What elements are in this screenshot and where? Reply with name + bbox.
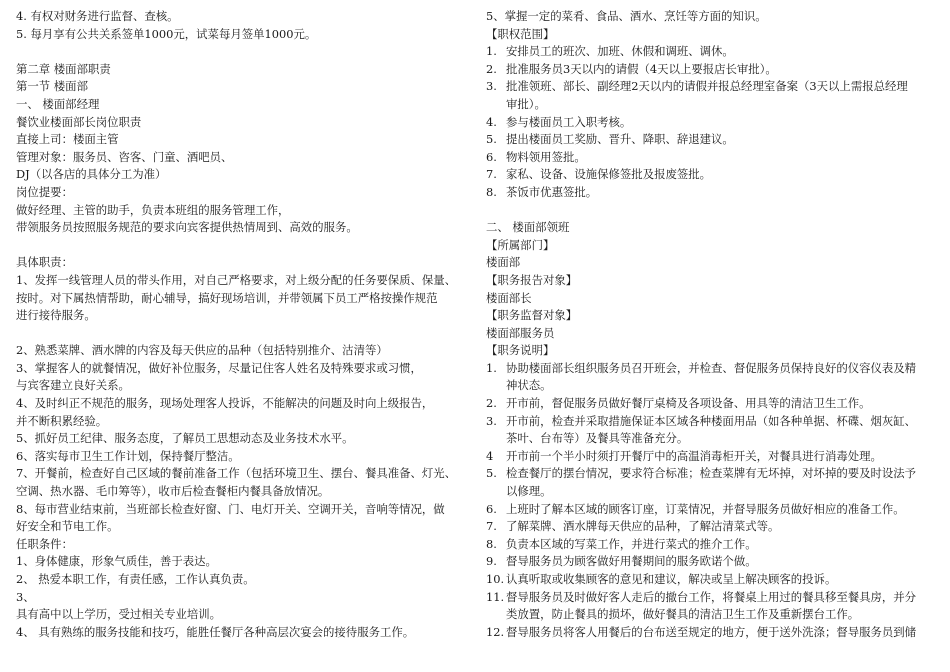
desc-heading: 【职务说明】 (486, 343, 555, 358)
spacer (16, 325, 468, 343)
item-text: 神状态。 (506, 378, 552, 393)
list-item (486, 571, 938, 589)
list-item (486, 413, 938, 448)
text-line: 7、开餐前，检查好自己区域的餐前准备工作（包括环境卫生、摆台、餐具准备、灯光、 (16, 466, 457, 481)
spacer (486, 202, 938, 220)
list-item (486, 589, 938, 624)
item-text: 参与楼面员工入职考核。 (506, 114, 632, 129)
scope-list (486, 43, 938, 201)
list-item (486, 166, 938, 184)
text-line: 并不断积累经验。 (16, 413, 108, 428)
text-line: 任职条件： (16, 536, 73, 551)
item-text: 物料领用签批。 (506, 149, 586, 164)
item-text: 以修理。 (506, 484, 552, 499)
item-number: 8. (486, 184, 497, 199)
text-line: 2、 热爱本职工作，有责任感，工作认真负责。 (16, 572, 255, 586)
item-text: 检查餐厅的摆台情况，要求符合标准；检查菜牌有无坏掉，对坏掉的要及时设法予 (506, 466, 917, 481)
text-line: 按时。对下属热情帮助，耐心辅导，搞好现场培训，并带领属下员工严格按操作规范 (16, 290, 438, 305)
item-number: 10. (486, 572, 505, 586)
text-line: 带领服务员按照服务规范的要求向宾客提供热情周到、高效的服务。 (16, 220, 358, 235)
item-number: 6. (486, 149, 497, 164)
item-number: 2. (486, 396, 497, 411)
item-number: 7. (486, 519, 497, 534)
item-number: 12. (486, 624, 505, 639)
item-text: 家私、设备、设施保修签批及报废签批。 (506, 167, 712, 182)
text-line: 一、 楼面部经理 (16, 96, 100, 111)
list-item (486, 78, 938, 113)
item-text: 茶叶、台布等）及餐具等准备充分。 (506, 431, 689, 446)
list-item (486, 395, 938, 413)
spacer (16, 237, 468, 255)
desc-list (486, 360, 938, 642)
list-item (486, 149, 938, 167)
text-line: 3、 (16, 589, 35, 604)
text-line: 1、身体健康，形象气质佳，善于表达。 (16, 554, 217, 569)
item-text: 督导服务员为顾客做好用餐期间的服务欧诺个做。 (506, 554, 757, 569)
list-item (486, 448, 938, 466)
report-value: 楼面部长 (486, 290, 532, 305)
text-line: 5、抓好员工纪律、服务态度，了解员工思想动态及业务技术水平。 (16, 431, 354, 446)
text-line: 直接上司：楼面主管 (16, 132, 119, 147)
dept-heading: 【所属部门】 (486, 237, 555, 252)
text-line: 管理对象：服务员、咨客、门童、酒吧员、 (16, 149, 233, 164)
left-column (16, 8, 468, 641)
text-line: 好安全和节电工作。 (16, 519, 119, 534)
item-number: 11. (486, 589, 505, 604)
text-line: 8、每市营业结束前，当班部长检查好窗、门、电灯开关、空调开关，音响等情况，做 (16, 501, 445, 516)
spacer (16, 43, 468, 61)
item-text: 了解菜牌、酒水牌每天供应的品种，了解沽清菜式等。 (506, 519, 780, 534)
item-number: 4 (486, 448, 494, 463)
list-item (486, 536, 938, 554)
item-text: 茶饭市优惠签批。 (506, 184, 598, 199)
item-number: 1. (486, 44, 497, 59)
item-text: 开市前一个半小时须打开餐厅中的高温消毒柜开关，对餐具进行消毒处理。 (506, 448, 882, 463)
item-number: 3. (486, 79, 497, 94)
intro-item: 5、掌握一定的菜肴、食品、酒水、烹饪等方面的知识。 (486, 9, 767, 23)
list-item (486, 61, 938, 79)
list-item (486, 184, 938, 202)
item-text: 审批）。 (506, 96, 546, 111)
right-column (486, 8, 938, 641)
list-item (486, 114, 938, 132)
item-text: 督导服务员将客人用餐后的台布送至规定的地方，便于送外洗涤；督导服务员到储 (506, 624, 917, 639)
item-number: 9. (486, 554, 497, 569)
text-line: 具有高中以上学历，受过相关专业培训。 (16, 607, 222, 622)
item-text: 开市前，督促服务员做好餐厅桌椅及各项设备、用具等的清洁卫生工作。 (506, 396, 871, 411)
item-text: 协助楼面部长组织服务员召开班会，并检查、督促服务员保持良好的仪容仪表及精 (506, 360, 917, 375)
text-line: 第二章 楼面部职责 (16, 61, 111, 76)
text-line: 具体职责： (16, 255, 73, 270)
text-line: 第一节 楼面部 (16, 79, 88, 94)
item-number: 4. (486, 114, 497, 129)
supervise-value: 楼面部服务员 (486, 325, 555, 340)
list-item (486, 518, 938, 536)
item-text: 类放置，防止餐具的损坏，做好餐具的清洁卫生工作及重新摆台工作。 (506, 607, 860, 622)
item-number: 6. (486, 501, 497, 516)
item-number: 7. (486, 167, 497, 182)
list-item (486, 131, 938, 149)
item-text: 安排员工的班次、加班、休假和调班、调休。 (506, 44, 734, 59)
item-text: 认真听取或收集顾客的意见和建议，解决或呈上解决顾客的投诉。 (506, 572, 837, 586)
text-line: 岗位提要： (16, 184, 73, 199)
list-item (486, 624, 938, 642)
text-line: 5. 每月享有公共关系签单1000元，试菜每月签单1000元。 (16, 26, 317, 41)
item-text: 开市前，检查并采取措施保证本区域各种楼面用品（如各种单据、杯碟、烟灰缸、 (506, 413, 917, 428)
text-line: 4、及时纠正不规范的服务，现场处理客人投诉，不能解决的问题及时向上级报告， (16, 396, 434, 411)
item-number: 3. (486, 413, 497, 428)
item-text: 提出楼面员工奖励、晋升、降职、辞退建议。 (506, 132, 734, 147)
item-number: 8. (486, 536, 497, 551)
item-number: 5. (486, 466, 497, 481)
text-line: 与宾客建立良好关系。 (16, 378, 130, 393)
list-item (486, 501, 938, 519)
dept-value: 楼面部 (486, 255, 521, 270)
supervise-heading: 【职务监督对象】 (486, 308, 578, 323)
item-text: 批准领班、部长、副经理2天以内的请假并报总经理室备案（3天以上需报总经理 (506, 79, 908, 94)
text-line: 6、落实每市卫生工作计划，保持餐厅整洁。 (16, 448, 240, 463)
text-line: DJ（以各店的具体分工为准） (16, 167, 167, 182)
text-line: 进行接待服务。 (16, 308, 96, 323)
report-heading: 【职务报告对象】 (486, 272, 578, 287)
item-text: 负责本区域的写菜工作，并进行菜式的推介工作。 (506, 536, 757, 551)
item-number: 1. (486, 360, 497, 375)
scope-heading: 【职权范围】 (486, 26, 555, 41)
item-number: 5. (486, 132, 497, 147)
item-text: 督导服务员及时做好客人走后的撤台工作，将餐桌上用过的餐具移至餐具房，并分 (506, 589, 917, 604)
list-item (486, 465, 938, 500)
text-line: 2、熟悉菜牌、酒水牌的内容及每天供应的品种（包括特别推介、沽清等） (16, 343, 388, 358)
text-line: 空调、热水器、毛巾筹等），收市后检查餐柜内餐具备放情况。 (16, 484, 330, 499)
list-item (486, 43, 938, 61)
item-text: 批准服务员3天以内的请假（4天以上要报店长审批）。 (506, 61, 777, 76)
item-number: 2. (486, 61, 497, 76)
text-line: 做好经理、主管的助手，负责本班组的服务管理工作， (16, 202, 290, 217)
text-line: 3、掌握客人的就餐情况，做好补位服务，尽量记住客人姓名及特殊要求或习惯， (16, 360, 422, 375)
list-item (486, 553, 938, 571)
section-heading: 二、 楼面部领班 (486, 220, 570, 235)
text-line: 4. 有权对财务进行监督、查核。 (16, 9, 179, 23)
list-item (486, 360, 938, 395)
text-line: 餐饮业楼面部长岗位职责 (16, 114, 142, 129)
item-text: 上班时了解本区域的顾客订座，订菜情况，并督导服务员做好相应的准备工作。 (506, 501, 905, 516)
text-line: 4、 具有熟练的服务技能和技巧，能胜任餐厅各种高层次宴会的接待服务工作。 (16, 624, 415, 639)
text-line: 1、发挥一线管理人员的带头作用，对自己严格要求，对上级分配的任务要保质、保量、 (16, 272, 457, 287)
